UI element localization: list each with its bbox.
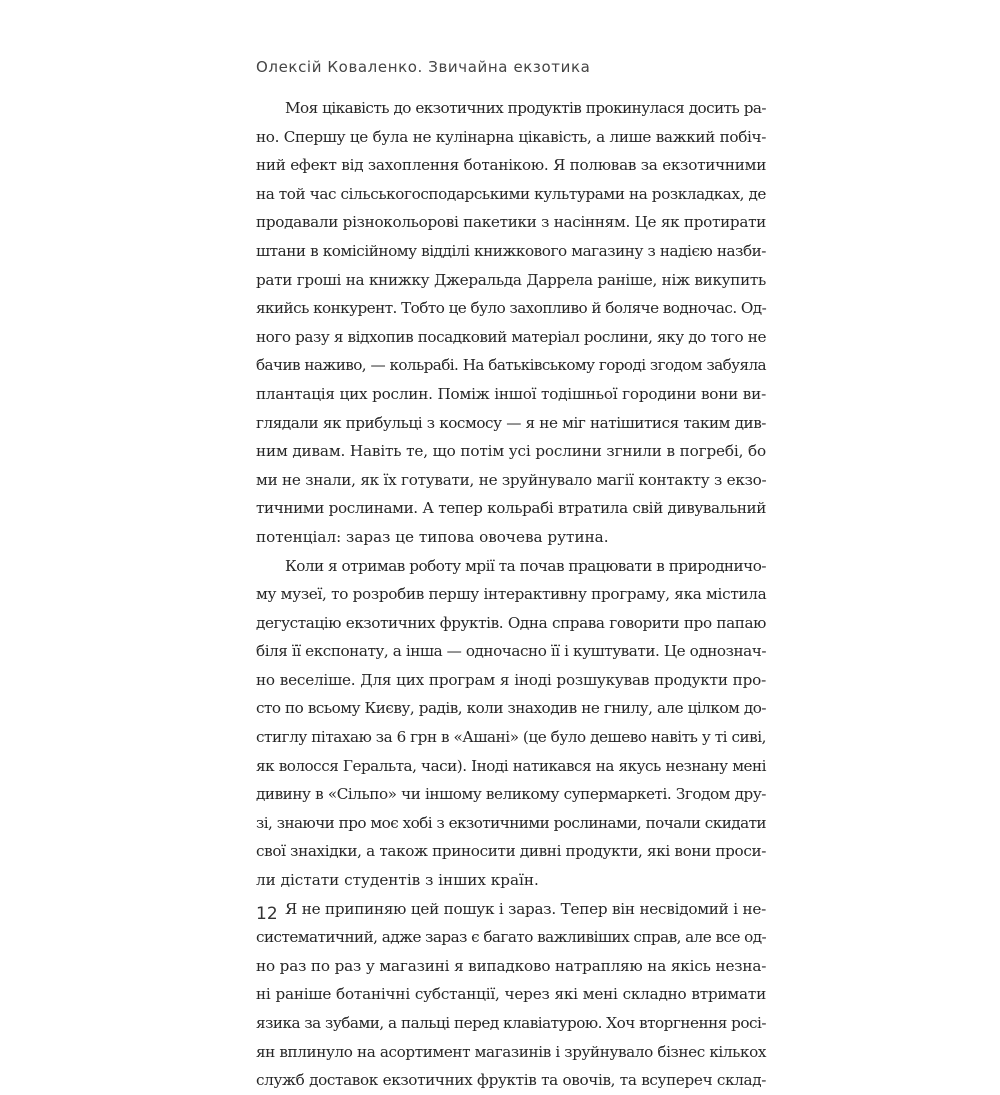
- text-line: зі, знаючи про моє хобі з екзотичними рослинами, почали скидати: [256, 813, 766, 832]
- text-line: ним дивам. Навіть те, що потім усі рослини згнили в погребі, бо: [256, 442, 766, 461]
- text-line: ний ефект від захоплення ботанікою. Я полював за екзотичними: [256, 156, 767, 175]
- text-line: но. Спершу це була не кулінарна цікавість, а лише важкий побіч-: [256, 127, 766, 146]
- text-line: но раз по раз у магазині я випадково натрапляю на якісь незна-: [256, 956, 767, 975]
- text-line: штани в комісійному відділі книжкового магазину з надією назби-: [256, 241, 766, 260]
- text-line: ли дістати студентів з інших країн.: [256, 871, 539, 890]
- text-line: сто по всьому Києву, радів, коли знаходив не гнилу, але цілком до-: [256, 699, 766, 718]
- text-line: свої знахідки, а також приносити дивні продукти, які вони проси-: [256, 842, 767, 861]
- text-line: му музеї, то розробив першу інтерактивну програму, яка містила: [256, 585, 767, 604]
- text-line: Я не припиняю цей пошук і зараз. Тепер він несвідомий і не-: [285, 899, 766, 918]
- running-head: Олексій Коваленко. Звичайна екзотика: [256, 58, 591, 76]
- text-line: ні раніше ботанічні субстанції, через які мені складно втримати: [256, 985, 766, 1004]
- text-line: рати гроші на книжку Джеральда Даррела раніше, ніж викупить: [256, 270, 766, 289]
- page-number: 12: [256, 904, 278, 924]
- text-line: дегустацію екзотичних фруктів. Одна справа говорити про папаю: [256, 613, 766, 632]
- text-line: продавали різнокольорові пакетики з насінням. Це як протирати: [256, 213, 766, 232]
- text-line: систематичний, адже зараз є багато важливіших справ, але все од-: [256, 928, 767, 947]
- text-line: служб доставок екзотичних фруктів та овочів, та всупереч склад-: [256, 1071, 766, 1090]
- text-line: ян вплинуло на асортимент магазинів і зруйнувало бізнес кількох: [256, 1042, 766, 1061]
- text-line: плантація цих рослин. Поміж іншої тодішньої городини вони ви-: [256, 384, 766, 403]
- text-line: ми не знали, як їх готувати, не зруйнувало магії контакту з екзо-: [256, 470, 767, 489]
- text-line: Моя цікавість до екзотичних продуктів прокинулася досить ра-: [285, 99, 766, 117]
- text-line: стиглу пітахаю за 6 грн в «Ашані» (це було дешево навіть у ті сиві,: [256, 728, 767, 747]
- text-line: як волосся Геральта, часи). Іноді натикався на якусь незнану мені: [256, 756, 766, 775]
- text-line: потенціал: зараз це типова овочева рутина.: [256, 527, 609, 546]
- text-line: біля її експонату, а інша — одночасно її і куштувати. Це однознач-: [256, 642, 766, 661]
- body-text: [256, 94, 766, 1095]
- text-line: но веселіше. Для цих програм я іноді розшукував продукти про-: [256, 670, 766, 689]
- text-line: Коли я отримав роботу мрії та почав працювати в природничо-: [285, 556, 766, 575]
- text-line: дивину в «Сільпо» чи іншому великому супермаркеті. Згодом дру-: [256, 785, 766, 804]
- text-line: ного разу я відхопив посадковий матеріал рослини, яку до того не: [256, 327, 766, 346]
- text-line: якийсь конкурент. Тобто це було захопливо й боляче водночас. Од-: [256, 299, 767, 318]
- text-line: тичними рослинами. А тепер кольрабі втратила свій дивувальний: [256, 499, 766, 518]
- text-line: язика за зубами, а пальці перед клавіатурою. Хоч вторгнення росі-: [256, 1014, 766, 1032]
- text-line: на той час сільськогосподарськими культурами на розкладках, де: [256, 184, 767, 203]
- text-line: глядали як прибульці з космосу — я не міг натішитися таким див-: [256, 413, 766, 432]
- text-line: бачив наживо, — кольрабі. На батьківському городі згодом забуяла: [256, 356, 766, 375]
